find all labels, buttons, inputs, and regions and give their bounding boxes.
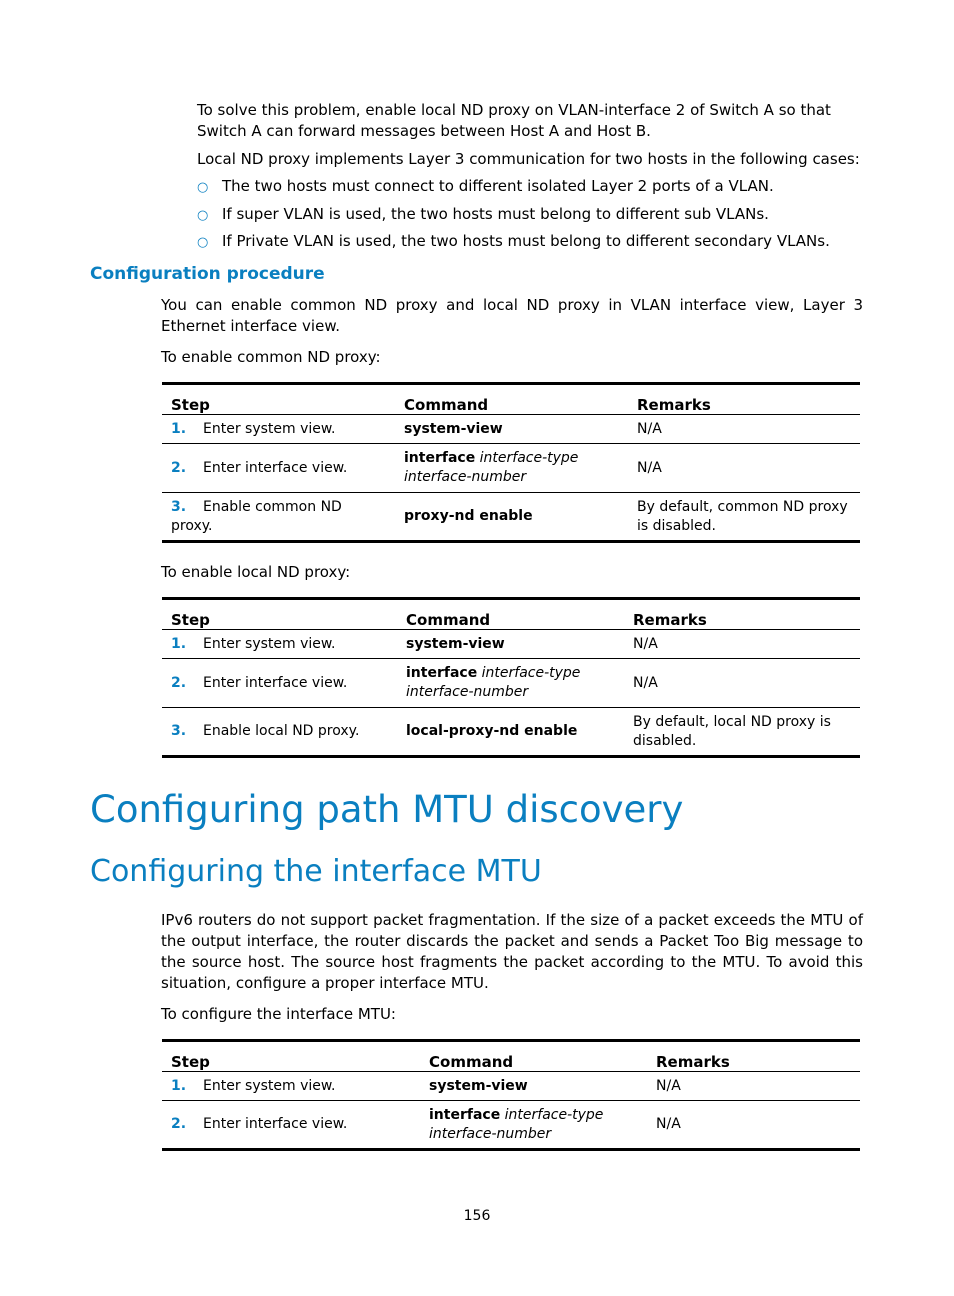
command-keyword: interface (429, 1106, 501, 1123)
command-cell (397, 708, 624, 757)
bullet-circle-icon: ○ (197, 208, 209, 223)
step-text: Enter system view. (203, 420, 336, 437)
command-keyword: local-proxy-nd enable (406, 723, 578, 739)
column-header-step: Step (162, 1041, 420, 1072)
table-lead-local: To enable local ND proxy: (161, 563, 351, 581)
config-procedure-paragraph: You can enable common ND proxy and local ND proxy in VLAN interface view, Layer 3 Ethernet interface view. (161, 296, 863, 335)
bullet-text: The two hosts must connect to different isolated Layer 2 ports of a VLAN. (222, 177, 774, 195)
table-row (162, 659, 860, 708)
table-header-row (162, 1041, 860, 1072)
column-header-remarks: Remarks (628, 384, 860, 415)
step-number: 3. (171, 498, 187, 515)
remarks-cell: N/A (624, 630, 860, 659)
command-keyword: system-view (406, 635, 505, 652)
section-heading-interface-mtu: Configuring the interface MTU (90, 854, 542, 889)
command-keyword: system-view (404, 420, 503, 437)
command-keyword: system-view (429, 1077, 528, 1094)
step-cell (162, 659, 397, 708)
interface-mtu-paragraph: IPv6 routers do not support packet fragmentation. If the size of a packet exceeds the MTU of the output interface, the router discards the packet and sends a Packet Too Big message to the source host. The source host fragments the packet according to the MTU. To avoid this situation, configure a proper interface MTU. (161, 911, 863, 992)
remarks-cell: N/A (628, 415, 860, 444)
step-text: Enable common ND proxy. (171, 498, 342, 534)
step-number: 2. (171, 1116, 187, 1132)
table-row (162, 415, 860, 444)
column-header-remarks: Remarks (624, 599, 860, 630)
remarks-cell: By default, local ND proxy is disabled. (624, 708, 860, 757)
column-header-command: Command (397, 599, 624, 630)
command-cell (420, 1072, 647, 1101)
table-lead-mtu: To configure the interface MTU: (161, 1005, 396, 1023)
local-nd-proxy-table (162, 597, 860, 758)
intro-paragraph-2: Local ND proxy implements Layer 3 communication for two hosts in the following cases: (197, 150, 860, 168)
intro-paragraph-1: To solve this problem, enable local ND proxy on VLAN-interface 2 of Switch A so that Switch A can forward messages between Host A and Host B. (197, 101, 831, 140)
bullet-text: If Private VLAN is used, the two hosts must belong to different secondary VLANs. (222, 232, 830, 250)
bullet-item (197, 231, 861, 253)
command-argument: interface-type interface-number (404, 450, 579, 485)
remarks-cell: By default, common ND proxy is disabled. (628, 493, 860, 542)
table-row (162, 1072, 860, 1101)
command-cell (397, 630, 624, 659)
command-argument: interface-type interface-number (429, 1106, 604, 1142)
bullet-item (197, 204, 861, 226)
command-keyword: proxy-nd enable (404, 508, 533, 524)
command-cell (395, 415, 628, 444)
step-number: 2. (171, 674, 187, 691)
step-text: Enter interface view. (203, 1116, 348, 1132)
remarks-cell: N/A (647, 1072, 860, 1101)
column-header-remarks: Remarks (647, 1041, 860, 1072)
step-number: 3. (171, 723, 187, 739)
step-cell (162, 630, 397, 659)
common-nd-proxy-table (162, 382, 860, 543)
step-text: Enter interface view. (203, 674, 348, 691)
remarks-cell: N/A (647, 1101, 860, 1150)
step-text: Enter system view. (203, 1077, 336, 1094)
step-cell (162, 708, 397, 757)
column-header-command: Command (420, 1041, 647, 1072)
command-cell (420, 1101, 647, 1150)
interface-mtu-table (162, 1039, 860, 1151)
table-header-row (162, 384, 860, 415)
command-cell (397, 659, 624, 708)
remarks-cell: N/A (628, 444, 860, 493)
step-text: Enter system view. (203, 635, 336, 652)
section-heading-configuration-procedure: Configuration procedure (90, 264, 325, 284)
command-argument: interface-type interface-number (406, 665, 581, 700)
step-cell (162, 1101, 420, 1150)
step-cell (162, 444, 395, 493)
bullet-item (197, 176, 861, 198)
step-text: Enter interface view. (203, 459, 348, 476)
column-header-step: Step (162, 599, 397, 630)
step-number: 1. (171, 420, 187, 437)
page-number: 156 (463, 1208, 491, 1224)
bullet-text: If super VLAN is used, the two hosts must belong to different sub VLANs. (222, 205, 769, 223)
table-row (162, 493, 860, 542)
table-row (162, 708, 860, 757)
bullet-circle-icon: ○ (197, 180, 209, 195)
table-header-row (162, 599, 860, 630)
remarks-cell: N/A (624, 659, 860, 708)
bullet-circle-icon: ○ (197, 235, 209, 250)
step-cell (162, 493, 395, 542)
command-cell (395, 444, 628, 493)
step-cell (162, 1072, 420, 1101)
step-cell (162, 415, 395, 444)
step-number: 1. (171, 1077, 187, 1094)
step-number: 2. (171, 459, 187, 476)
table-row (162, 630, 860, 659)
step-text: Enable local ND proxy. (203, 723, 360, 739)
column-header-step: Step (162, 384, 395, 415)
chapter-heading-path-mtu-discovery: Configuring path MTU discovery (90, 788, 684, 831)
command-keyword: interface (404, 450, 476, 466)
table-lead-common: To enable common ND proxy: (161, 348, 381, 366)
step-number: 1. (171, 635, 187, 652)
table-row (162, 1101, 860, 1150)
command-keyword: interface (406, 665, 478, 681)
command-cell (395, 493, 628, 542)
table-row (162, 444, 860, 493)
column-header-command: Command (395, 384, 628, 415)
